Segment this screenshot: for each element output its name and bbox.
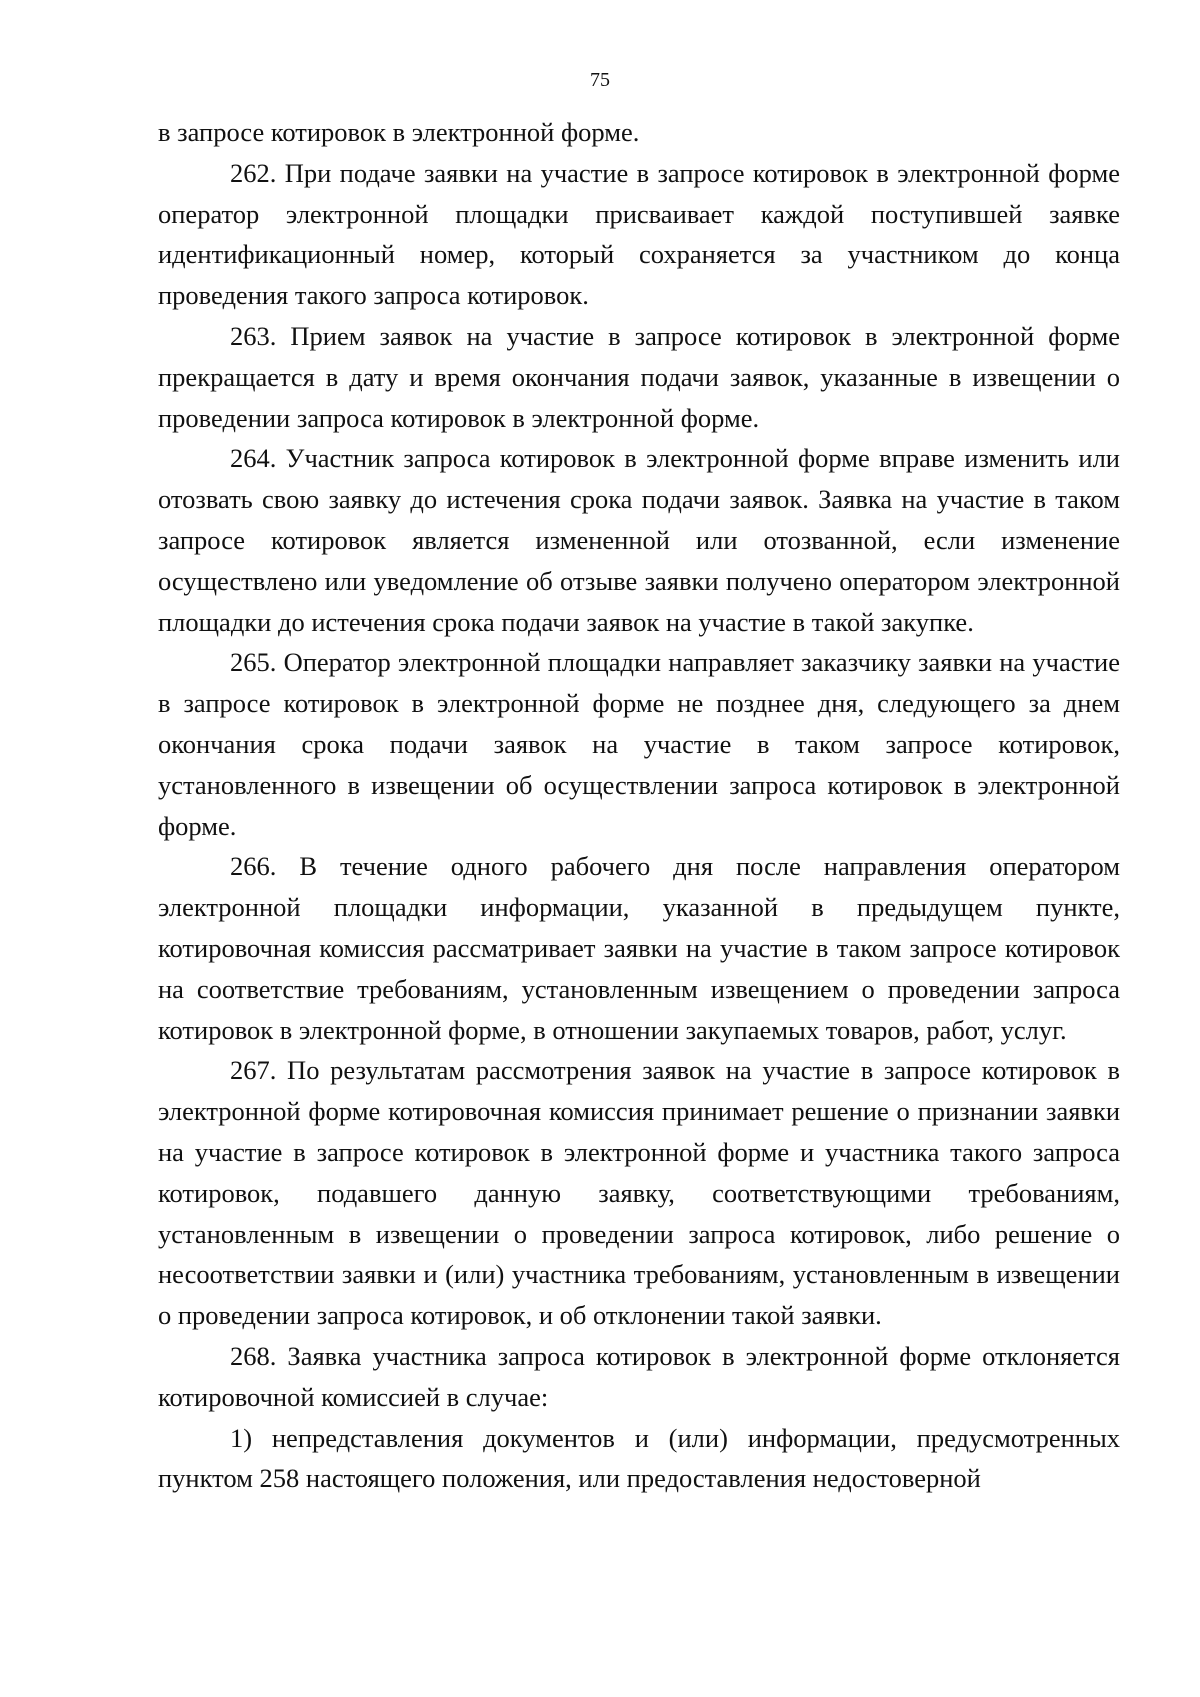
paragraph-262: 262. При подаче заявки на участие в запросе котировок в электронной форме оператор электронной площадки присваивает каждой поступившей заявке идентификационный номер, который сохраняется за участником до конца проведения такого запроса котировок.: [158, 157, 1120, 311]
paragraph-continuation: в запросе котировок в электронной форме.: [158, 117, 640, 147]
paragraph-264: 264. Участник запроса котировок в электронной форме вправе изменить или отозвать свою заявку до истечения срока подачи заявок. Заявка на участие в таком запросе котировок является измененной или отозванной, если изменение осуществлено или уведомление об отзыве заявки получено оператором электронной площадки до истечения срока подачи заявок на участие в такой закупке.: [158, 443, 1120, 637]
paragraph-265: 265. Оператор электронной площадки направляет заказчику заявки на участие в запросе котировок в электронной форме не позднее дня, следующего за днем окончания срока подачи заявок на участие в таком запросе котировок, установленного в извещении об осуществлении запроса котировок в электронной форме.: [158, 647, 1120, 841]
page-number: 75: [590, 69, 610, 91]
paragraph-266: 266. В течение одного рабочего дня после направления оператором электронной площадки информации, указанной в предыдущем пункте, котировочная комиссия рассматривает заявки на участие в таком запросе котировок на соответствие требованиям, установленным извещением о проведении запроса котировок в электронной форме, в отношении закупаемых товаров, работ, услуг.: [158, 851, 1120, 1045]
document-body: [158, 112, 1120, 1499]
paragraph-263: 263. Прием заявок на участие в запросе котировок в электронной форме прекращается в дату и время окончания подачи заявок, указанные в извещении о проведении запроса котировок в электронной форме.: [158, 320, 1120, 433]
paragraph-268-subitem-1: 1) непредставления документов и (или) информации, предусмотренных пунктом 258 настоящего положения, или предоставления недостоверной: [158, 1422, 1120, 1494]
paragraph-267: 267. По результатам рассмотрения заявок на участие в запросе котировок в электронной форме котировочная комиссия принимает решение о признании заявки на участие в запросе котировок в электронной форме и участника такого запроса котировок, подавшего данную заявку, соответствующими требованиям, установленным в извещении о проведении запроса котировок, либо решение о несоответствии заявки и (или) участника требованиям, установленным в извещении о проведении запроса котировок, и об отклонении такой заявки.: [158, 1055, 1120, 1331]
paragraph-268: 268. Заявка участника запроса котировок в электронной форме отклоняется котировочной комиссией в случае:: [158, 1340, 1120, 1412]
